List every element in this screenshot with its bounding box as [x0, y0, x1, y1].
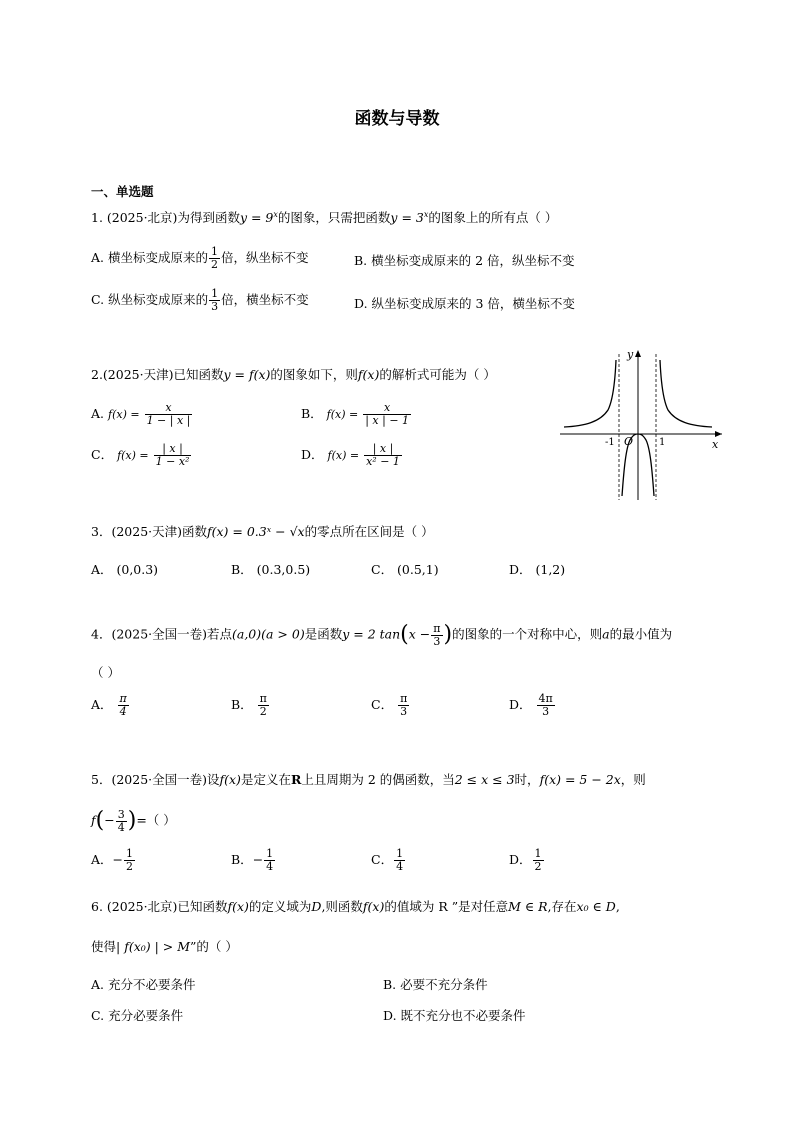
x-axis-arrow [715, 431, 722, 437]
q4-inner-num: π [433, 621, 441, 635]
q5-a-sign: − [112, 852, 124, 868]
q2-text: 2.(2025·天津)已知函数 [91, 367, 224, 382]
q2-c-num: | x | [154, 443, 192, 456]
q5-frac [116, 809, 127, 834]
q4-c-frac [398, 693, 409, 718]
q5-paren-open: ( [95, 808, 105, 833]
q1-prefix: 1. (2025·北京)为得到函数 [91, 210, 240, 226]
q5-c-den: 4 [396, 860, 404, 874]
q5-mid2: 上且周期为 2 的偶函数，当 [301, 772, 455, 787]
q4-d-den: 3 [542, 705, 550, 719]
q1-c-den: 3 [211, 300, 219, 314]
q4-inner: x − [408, 626, 431, 642]
q1-option-b: B. 横坐标变成原来的 2 倍，纵坐标不变 [354, 253, 575, 268]
q5-eq: =（ ） [136, 812, 176, 828]
q5-c-num: 1 [396, 847, 404, 860]
q1-suffix: 的图象上的所有点（ ） [428, 210, 558, 226]
q2-formula-2: f(x) [357, 367, 380, 382]
q1-a-pre: A. 横坐标变成原来的 [91, 250, 208, 266]
q4-option-c [371, 693, 410, 718]
q1-formula-1: y = 9 [239, 210, 274, 226]
q6-inequality: | f(x₀) | > M [116, 939, 191, 954]
q4-var-a: a [602, 626, 610, 642]
q4-suffix: 的图象的一个对称中心，则 [452, 626, 603, 642]
q3-option-d: D． (1,2) [509, 562, 566, 577]
q1-exp-2: x [423, 210, 429, 219]
q5-a-frac [124, 848, 135, 873]
q5-d-label: D． [509, 852, 532, 868]
q5-expression [91, 808, 176, 834]
q4-b-num: π [259, 692, 267, 705]
q2-b-frac [363, 402, 411, 427]
q5-d-den: 2 [534, 860, 542, 874]
q5-num: 3 [117, 807, 125, 821]
q4-a-frac [118, 693, 129, 718]
q6-option-b: B. 必要不充分条件 [383, 977, 488, 992]
q5-text: 5．(2025·全国一卷)设 [91, 772, 220, 787]
q5-mid: 是定义在 [240, 772, 291, 787]
q4-d-num: 4π [538, 692, 553, 705]
y-axis-arrow [635, 350, 641, 357]
q6-mid3: 的值域为 R ”是对任意 [384, 899, 509, 914]
q2-mid: 的图象如下，则 [270, 367, 358, 382]
q5-a-den: 2 [126, 860, 134, 874]
q3-option-b: B． (0.3,0.5) [231, 562, 311, 577]
q6-func: f(x) [227, 899, 249, 914]
q4-line2: （ ） [91, 665, 120, 680]
q6-domain: D [311, 899, 322, 914]
q2-option-a [91, 402, 193, 427]
q5-d-num: 1 [534, 847, 542, 860]
q5-f-lhs: f [91, 812, 96, 828]
q6-end: , [615, 899, 620, 914]
q4-b-frac [258, 693, 269, 718]
q4-inner-frac [431, 623, 442, 648]
curve-left [564, 360, 616, 427]
q5-mid3: 时， [514, 772, 540, 787]
q4-inner-den: 3 [433, 634, 441, 648]
q5-option-a [91, 848, 136, 873]
q4-mid: 是函数 [304, 626, 343, 642]
neg-one-label: -1 [605, 437, 615, 448]
question-6 [91, 899, 620, 914]
q6-line2-pre: 使得 [91, 939, 117, 954]
q5-b-den: 4 [266, 860, 274, 874]
q5-suffix: ，则 [620, 772, 646, 787]
q1-formula-2: y = 3 [390, 210, 424, 226]
q4-option-d [509, 693, 556, 718]
q1-a-post: 倍，纵坐标不变 [220, 250, 309, 266]
q4-b-label: B． [231, 697, 253, 713]
q5-cond: 2 ≤ x ≤ 3 [454, 772, 515, 787]
q2-b-den: | x | − 1 [365, 414, 410, 428]
q5-func: f(x) [219, 772, 241, 787]
question-4 [91, 622, 672, 648]
q6-option-a: A. 充分不必要条件 [91, 977, 196, 992]
q1-a-num: 1 [210, 245, 218, 258]
q5-b-sign: − [252, 852, 264, 868]
x-label: x [712, 438, 719, 451]
q6-mid2: ,则函数 [321, 899, 363, 914]
question-3 [91, 524, 434, 539]
q5-neg: − [104, 812, 115, 828]
section-heading: 一、单选题 [91, 184, 154, 199]
q5-def: f(x) = 5 − 2x [539, 772, 621, 787]
q4-point: (a,0)(a > 0) [232, 626, 305, 642]
q4-paren-close: ) [443, 622, 453, 647]
q4-d-frac [537, 693, 555, 718]
q2-d-frac [364, 443, 402, 468]
q4-paren-open: ( [400, 622, 409, 647]
question-2 [91, 367, 496, 382]
q2-b-label: B． [301, 406, 323, 422]
q3-text: 3．(2025·天津)函数 [91, 524, 207, 539]
q3-option-c: C． (0.5,1) [371, 562, 439, 577]
q6-option-d: D. 既不充分也不必要条件 [383, 1008, 526, 1023]
page-title: 函数与导数 [354, 109, 440, 129]
q5-b-label: B． [231, 852, 253, 868]
q1-option-a [91, 246, 309, 271]
q5-c-label: C． [371, 852, 394, 868]
q5-real-set: R [290, 772, 302, 787]
q2-b-lhs: f(x) = [326, 408, 359, 422]
q6-mid: 的定义域为 [248, 899, 312, 914]
q5-b-num: 1 [266, 847, 274, 860]
q1-option-d: D. 纵坐标变成原来的 3 倍，横坐标不变 [354, 296, 575, 311]
q5-a-label: A． [91, 852, 113, 868]
q2-a-frac [145, 402, 193, 427]
q2-d-den: x² − 1 [366, 455, 400, 469]
q4-c-label: C． [371, 697, 394, 713]
q6-mid4: ,存在 [547, 899, 577, 914]
q2-formula: y = f(x) [223, 367, 271, 382]
q5-c-frac [394, 848, 405, 873]
q2-c-lhs: f(x) = [117, 449, 149, 463]
q2-c-frac [154, 443, 192, 468]
q5-option-b [231, 848, 276, 873]
q4-a-num: π [119, 692, 127, 705]
curve-right [660, 360, 712, 427]
q5-den: 4 [117, 820, 125, 834]
q2-a-den: 1 − | x | [146, 414, 191, 428]
q5-b-frac [264, 848, 275, 873]
q6-m: M ∈ R [508, 899, 548, 914]
q3-suffix: 的零点所在区间是（ ） [304, 524, 434, 539]
q4-a-label: A． [91, 697, 113, 713]
q1-c-num: 1 [211, 287, 219, 300]
q2-option-c [91, 443, 192, 468]
q4-option-b [231, 693, 270, 718]
q5-option-c [371, 848, 406, 873]
q2-option-b [301, 402, 412, 427]
question-5 [91, 772, 646, 787]
q2-a-lhs: f(x) = [108, 408, 140, 422]
q4-d-label: D． [509, 697, 532, 713]
question-1 [91, 210, 557, 225]
q2-option-d [301, 443, 403, 468]
q1-mid: 的图象，只需把函数 [277, 210, 391, 226]
q6-option-c: C. 充分必要条件 [91, 1008, 184, 1023]
q5-paren-close: ) [127, 808, 137, 833]
q2-suffix: 的解析式可能为（ ） [379, 367, 496, 382]
q6-text: 6. (2025·北京)已知函数 [91, 899, 228, 914]
q5-option-d [509, 848, 545, 873]
q4-option-a [91, 693, 130, 718]
q4-formula: y = 2 tan [342, 626, 401, 642]
q6-x0: x₀ ∈ D [576, 899, 616, 914]
q1-c-pre: C. 纵坐标变成原来的 [91, 292, 209, 308]
q4-a-den: 4 [119, 705, 127, 719]
q3-formula: f(x) = 0.3ˣ − √x [207, 524, 305, 539]
q2-d-label: D． [301, 447, 324, 463]
q4-text: 4．(2025·全国一卷)若点 [91, 626, 232, 642]
q2-function-graph [560, 348, 726, 503]
q5-a-num: 1 [126, 847, 134, 860]
q4-c-num: π [400, 692, 408, 705]
q2-c-den: 1 − x² [155, 455, 190, 469]
q4-c-den: 3 [400, 705, 408, 719]
origin-label: O [624, 435, 634, 448]
q3-option-a: A． (0,0.3) [91, 562, 159, 577]
q1-exp-1: x [273, 210, 278, 219]
q5-d-frac [533, 848, 544, 873]
q6-line2-post: ”的（ ） [190, 939, 238, 954]
q1-a-frac [209, 246, 220, 271]
q2-d-num: | x | [364, 443, 402, 456]
q4-suffix2: 的最小值为 [609, 626, 673, 642]
q1-c-post: 倍，横坐标不变 [221, 292, 309, 308]
q6-line2 [91, 939, 238, 954]
q2-a-label: A. [91, 406, 105, 422]
y-label: y [627, 348, 634, 361]
q4-b-den: 2 [259, 705, 267, 719]
q1-c-frac [209, 288, 220, 313]
q1-option-c [91, 288, 309, 313]
pos-one-label: 1 [659, 437, 666, 448]
q2-d-lhs: f(x) = [327, 449, 360, 463]
q2-b-num: x [363, 402, 411, 415]
q2-a-num: x [145, 402, 193, 415]
q2-c-label: C． [91, 447, 114, 463]
q1-a-den: 2 [210, 258, 218, 272]
q6-func-2: f(x) [362, 899, 385, 914]
